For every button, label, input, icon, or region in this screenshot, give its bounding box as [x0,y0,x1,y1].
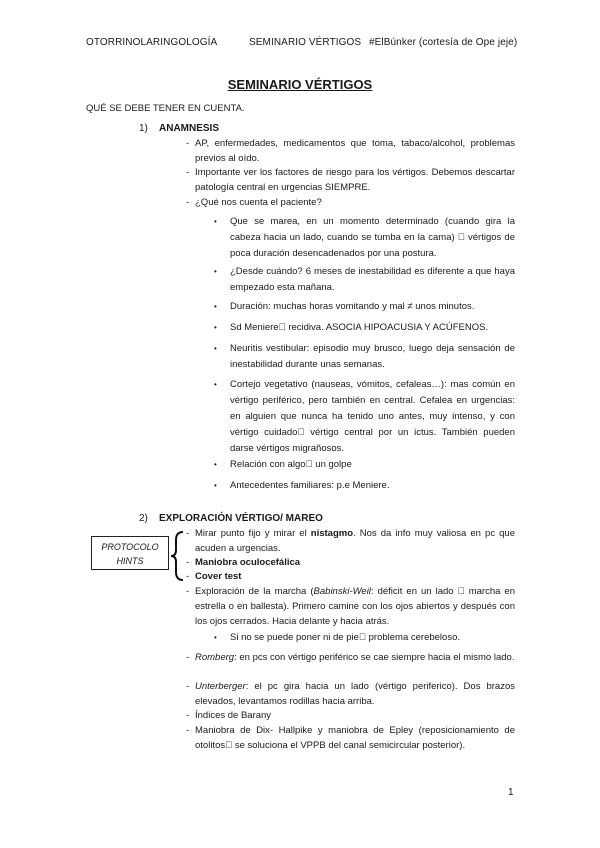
section-2-title: EXPLORACIÓN VÉRTIGO/ MAREO [159,513,323,524]
exploration-item-7: Índices de Barany [195,710,272,721]
exploration-item-6-italic: Unterberger [195,681,246,692]
anamnesis-item-2: Importante ver los factores de riesgo para los vértigos. Debemos descartar patología central en urgencias SIEMPRE. [195,167,515,193]
dash-marker: - [186,586,190,597]
bullet-icon: • [214,323,217,332]
dash-marker: - [186,197,190,208]
dash-marker: - [186,138,190,149]
exploration-item-6-post: : el pc gira hacia un lado (vértigo periferico). Dos brazos elevados, levantamos rodillas hacia arriba. [195,681,515,707]
section-1-number: 1) [139,123,148,134]
page-number: 1 [508,787,514,798]
bullet-icon: • [214,267,217,276]
dash-marker: - [186,557,190,568]
exploration-item-1-pre: Mirar punto fijo y mirar el [195,528,311,539]
exploration-bullet-1: Si no se puede poner ni de pie  problema cerebeloso. [230,632,460,643]
dash-marker: - [186,652,190,663]
anamnesis-bullet-8: Antecedentes familiares: p.e Meniere. [230,480,390,491]
anamnesis-bullet-1: Que se marea, en un momento determinado (cuando gira la cabeza hacia un lado, cuando se tumba en la cama)   vértigos de poca duración desencadenados por una postura. [230,216,515,259]
exploration-item-4-post: : déficit en un lado   marcha en estrella o en ballesta). Primero camine con los ojos abiertos y después con los ojos cerrados. Hacia delante y hacia atrás. [195,586,516,627]
dash-marker: - [186,681,190,692]
exploration-item-3: Cover test [195,571,242,582]
bullet-icon: • [214,380,217,389]
header-right: #ElBúnker (cortesía de Ope jeje) [369,37,518,48]
dash-marker: - [186,725,190,736]
exploration-item-6 [195,679,515,709]
exploration-item-4-italic: Babinski-Weil [313,586,371,597]
page-title: SEMINARIO VÉRTIGOS [227,77,373,92]
exploration-item-1-post: . Nos da info muy valiosa en pc que acuden a urgencias. [195,528,515,554]
section-2-heading [139,513,323,524]
curly-brace-icon [170,530,186,582]
exploration-item-5 [195,650,515,665]
exploration-item-1-bold: nistagmo [310,528,354,539]
protocol-hints-box [91,536,169,570]
protocol-label-line2: HINTS [116,556,144,566]
header-left: OTORRINOLARINGOLOGÍA [86,37,218,48]
exploration-item-4 [195,584,515,629]
exploration-item-1 [195,526,515,556]
anamnesis-bullet-5: Neuritis vestibular: episodio muy brusco, luego deja sensación de inestabilidad durante unas semanas. [230,343,515,370]
section-1-heading [139,123,219,134]
exploration-item-5-italic: Romberg [195,652,235,663]
anamnesis-item-1: AP, enfermedades, medicamentos que toma, tabaco/alcohol, problemas previos al oído. [195,138,515,164]
dash-marker: - [186,528,190,539]
bullet-icon: • [214,344,217,353]
header-center: SEMINARIO VÉRTIGOS [249,37,362,48]
anamnesis-bullet-7: Relación con algo  un golpe [230,459,352,470]
exploration-item-5-post: : en pcs con vértigo periférico se cae siempre hacia el mismo lado. [234,652,515,663]
section-2-number: 2) [139,513,148,524]
exploration-item-2: Maniobra oculocefálica [195,557,301,568]
bullet-icon: • [214,217,217,226]
exploration-item-4-pre: Exploración de la marcha ( [195,586,314,597]
dash-marker: - [186,167,190,178]
anamnesis-bullet-3: Duración: muchas horas vomitando y mal ≠ unos minutos. [230,301,475,312]
dash-marker: - [186,571,190,582]
bullet-icon: • [214,633,217,642]
bullet-icon: • [214,302,217,311]
section-1-title: ANAMNESIS [159,123,220,134]
exploration-item-8: Maniobra de Dix- Hallpike y maniobra de Epley (reposicionamiento de otolitos  se soluciona el VPPB del canal semicircular posterior). [195,725,515,751]
bullet-icon: • [214,460,217,469]
anamnesis-bullet-2: ¿Desde cuándo? 6 meses de inestabilidad es diferente a que haya empezado esta mañana. [230,266,515,293]
anamnesis-item-3: ¿Qué nos cuenta el paciente? [195,197,322,208]
anamnesis-bullet-6: Cortejo vegetativo (nauseas, vómitos, cefaleas…): mas común en vértigo periférico, pero también en central. Cefalea en urgencias: en alguien que nunca ha tenido uno antes, muy intenso, y con vértigo cuidado  vértigo central por un ictus. También pueden darse vértigos migrañosos. [230,379,515,454]
protocol-label-line1: PROTOCOLO [101,542,159,552]
subtitle: QUÉ SE DEBE TENER EN CUENTA. [86,103,245,114]
bullet-icon: • [214,481,217,490]
anamnesis-bullet-4: Sd Meniere  recidiva. ASOCIA HIPOACUSIA Y ACÚFENOS. [230,322,489,333]
dash-marker: - [186,710,190,721]
